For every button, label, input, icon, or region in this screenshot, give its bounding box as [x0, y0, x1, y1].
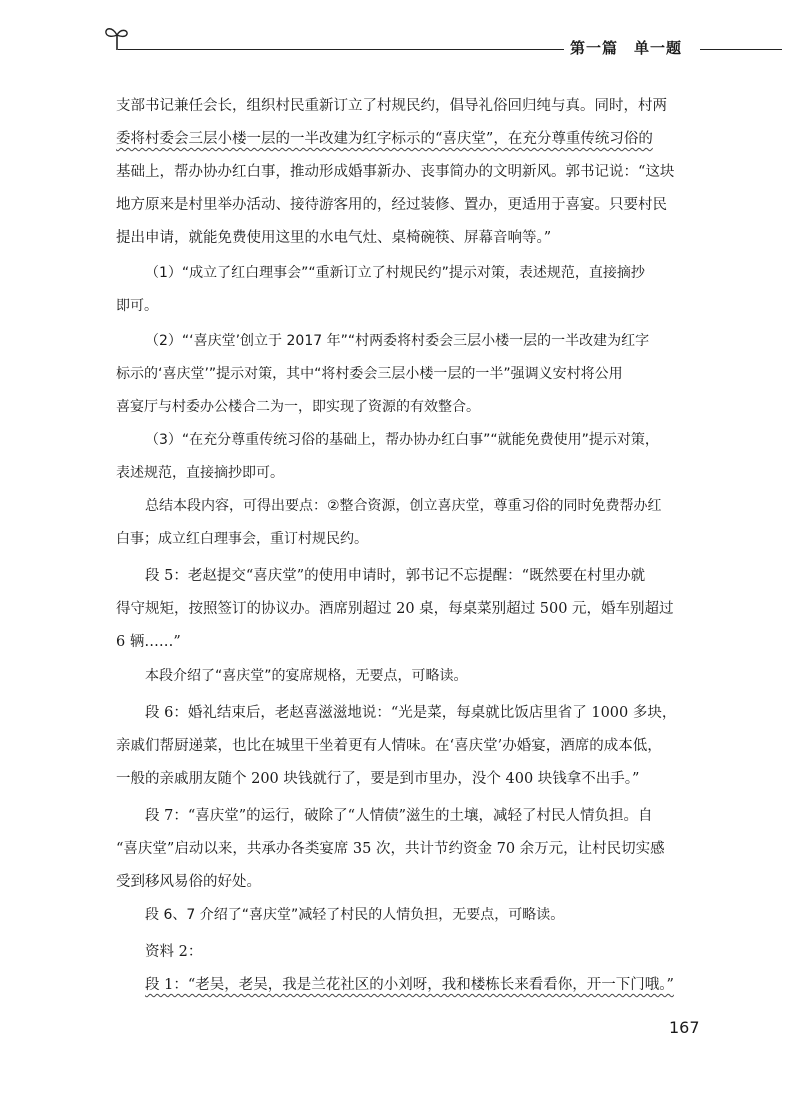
summary-line: 白事；成立红白理事会，重订村规民约。 [116, 531, 368, 547]
header-rule-right [700, 49, 782, 50]
body-line: 段 5：老赵提交“喜庆堂”的使用申请时，郭书记不忘提醒：“既然要在村里办就 [145, 568, 646, 584]
body-line: 委将村委会三层小楼一层的一半改建为红字标示的“喜庆堂”，在充分尊重传统习俗的 [116, 131, 653, 147]
body-line: 段 1：“老吴，老吴，我是兰花社区的小刘呀，我和楼栋长来看看你，开一下门哦。” [145, 977, 674, 993]
header-rule-left [118, 49, 564, 50]
body-line: 提出申请，就能免费使用这里的水电气灶、桌椅碗筷、屏幕音响等。” [116, 230, 552, 246]
body-line: 支部书记兼任会长，组织村民重新订立了村规民约，倡导礼俗回归纯与真。同时，村两 [116, 98, 667, 114]
body-line: 一般的亲戚朋友随个 200 块钱就行了，要是到市里办，没个 400 块钱拿不出手。” [116, 771, 640, 787]
body-line: 基础上，帮办协办红白事，推动形成婚事新办、丧事简办的文明新风。郭书记说：“这块 [116, 164, 675, 180]
summary-line: 本段介绍了“喜庆堂”的宴席规格，无要点，可略读。 [145, 668, 468, 684]
body-line: 地方原来是村里举办活动、接待游客用的，经过装修、置办，更适用于喜宴。只要村民 [116, 197, 667, 213]
analysis-line: 喜宴厅与村委办公楼合二为一，即实现了资源的有效整合。 [116, 399, 480, 415]
body-line: 受到移风易俗的好处。 [116, 874, 261, 890]
analysis-line: 表述规范，直接摘抄即可。 [116, 465, 284, 481]
body-line: 段 6：婚礼结束后，老赵喜滋滋地说：“光是菜，每桌就比饭店里省了 1000 多块， [145, 705, 677, 721]
section-label: 资料 2： [145, 944, 203, 960]
body-line: 得守规矩，按照签订的协议办。酒席别超过 20 桌，每桌菜别超过 500 元，婚车别超过 [116, 601, 674, 617]
sprout-icon [102, 22, 132, 52]
summary-line: 段 6、7 介绍了“喜庆堂”减轻了村民的人情负担，无要点，可略读。 [145, 907, 565, 923]
analysis-line: 即可。 [116, 298, 158, 314]
page-header [0, 0, 800, 80]
page-number: 167 [669, 1018, 700, 1037]
analysis-line: （1）“成立了红白理事会”“重新订立了村规民约”提示对策，表述规范，直接摘抄 [145, 265, 645, 281]
body-line: 亲戚们帮厨递菜，也比在城里干坐着更有人情味。在‘喜庆堂’办婚宴，酒席的成本低， [116, 738, 662, 754]
analysis-line: （3）“在充分尊重传统习俗的基础上，帮办协办红白事”“就能免费使用”提示对策， [145, 432, 659, 448]
section-title: 第一篇 单一题 [570, 39, 683, 57]
body-line: 段 7：“喜庆堂”的运行，破除了“人情债”滋生的土壤，减轻了村民人情负担。自 [145, 808, 653, 824]
body-line: 6 辆……” [116, 634, 181, 650]
body-line: “喜庆堂”启动以来，共承办各类宴席 35 次，共计节约资金 70 余万元，让村民切实感 [116, 841, 665, 857]
summary-line: 总结本段内容，可得出要点：②整合资源，创立喜庆堂，尊重习俗的同时免费帮办红 [145, 498, 662, 514]
analysis-line: （2）“‘喜庆堂’创立于 2017 年”“村两委将村委会三层小楼一层的一半改建为红字 [145, 333, 650, 349]
analysis-line: 标示的‘喜庆堂’”提示对策，其中“将村委会三层小楼一层的一半”强调义安村将公用 [116, 366, 623, 382]
